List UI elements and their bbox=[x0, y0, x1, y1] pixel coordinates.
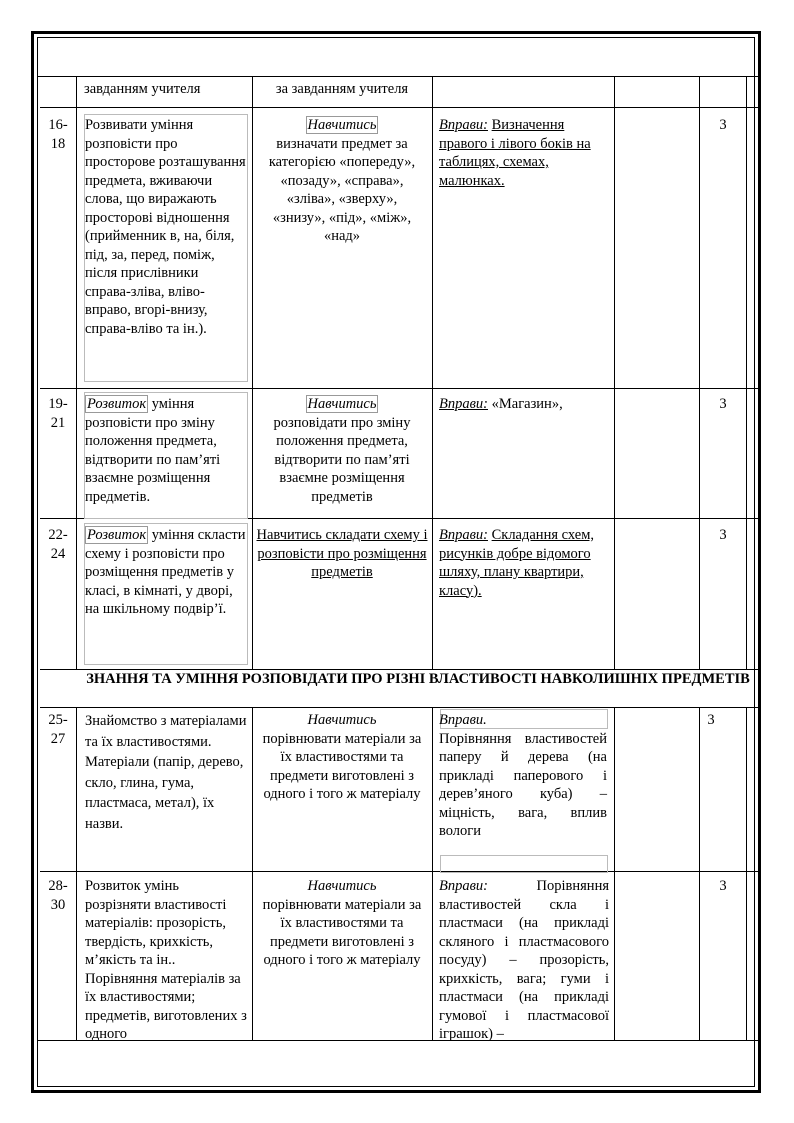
result-text: розповідати про зміну положення предмета, відтворити по пам’яті взаємне розміщення предметів bbox=[273, 414, 411, 505]
scan-artifact bbox=[440, 855, 608, 873]
exercises-label: Вправи: bbox=[439, 878, 488, 894]
exercises-label: Вправи: bbox=[439, 396, 488, 412]
result-text: визначати предмет за категорією «попереду», «позаду», «справа», «зліва», «зверху», «знизу», «під», «між», «над» bbox=[268, 135, 416, 244]
content-label: Розвиток bbox=[87, 396, 147, 412]
result-text: за завданням учителя bbox=[275, 81, 409, 97]
result-label: Навчитись bbox=[307, 712, 377, 728]
exercises-cell bbox=[439, 395, 611, 414]
exercises-cell bbox=[439, 877, 609, 1044]
table-line bbox=[252, 76, 253, 669]
lesson-number: 19- 21 bbox=[48, 396, 68, 431]
table-line bbox=[76, 707, 77, 1040]
table-line bbox=[76, 76, 77, 669]
table-line bbox=[40, 669, 758, 670]
table-line bbox=[746, 707, 747, 1040]
content-text: уміння скласти схему і розповісти про розміщення предметів у класі, в кімнаті, у дворі, на шкільному подвір’ї. bbox=[85, 527, 246, 617]
exercises-label: Вправи: bbox=[439, 117, 488, 133]
content-text: уміння розповісти про зміну положення предмета, відтворити по пам’яті взаємне розміщення предметів. bbox=[85, 396, 221, 505]
result-cell bbox=[256, 395, 428, 506]
exercises-text: Порівняння властивостей паперу й дерева (на прикладі паперового і дерев’яного куба) – міцність, вага, вплив вологи bbox=[439, 730, 607, 839]
result-cell bbox=[256, 80, 428, 99]
table-line bbox=[699, 707, 700, 1040]
content-cell bbox=[85, 526, 247, 619]
exercises-label: Вправи. bbox=[439, 712, 487, 728]
exercises-text: Визначення правого і лівого боків на таблицях, схемах, малюнках. bbox=[439, 117, 591, 189]
table-line bbox=[432, 707, 433, 1040]
result-cell bbox=[256, 526, 428, 582]
section-header: ЗНАННЯ ТА УМІННЯ РОЗПОВІДАТИ ПРО РІЗНІ ВЛАСТИВОСТІ НАВКОЛИШНІХ ПРЕДМЕТІВ bbox=[86, 671, 750, 687]
lesson-number: 16- 18 bbox=[48, 117, 68, 152]
lesson-number: 28- 30 bbox=[48, 878, 68, 913]
content-text: Розвиток умінь розрізняти властивості матеріалів: прозорість, твердість, крихкість, м’якість та ін.. Порівняння матеріалів за їх властивостями; предметів, виготовлених з одного bbox=[85, 878, 247, 1042]
content-cell bbox=[85, 711, 247, 834]
content-text: Знайомство з матеріалами та їх властивостями. Матеріали (папір, дерево, скло, глина, гума, пластмаса, метал), їх назви. bbox=[85, 713, 247, 832]
hours-cell: 3 bbox=[719, 527, 727, 543]
exercises-cell bbox=[439, 526, 611, 600]
hours-cell: 3 bbox=[719, 117, 727, 133]
exercises-text: Складання схем, рисунків добре відомого шляху, плану квартири, класу). bbox=[439, 527, 594, 599]
table-row bbox=[84, 80, 249, 99]
result-label: Навчитись bbox=[307, 117, 377, 133]
hours-cell: 3 bbox=[719, 396, 727, 412]
content-cell bbox=[85, 116, 247, 338]
hours-cell: 3 bbox=[719, 878, 727, 894]
table-line bbox=[699, 76, 700, 669]
result-text: порівнювати матеріали за їх властивостями та предмети виготовлені з одного і того ж матеріалу bbox=[262, 896, 422, 968]
table-line bbox=[252, 707, 253, 1040]
table-line bbox=[37, 76, 759, 77]
lesson-number: 25- 27 bbox=[48, 712, 68, 747]
result-label: Навчитись bbox=[307, 878, 377, 894]
table-line bbox=[40, 388, 758, 389]
exercises-text: «Магазин», bbox=[491, 396, 563, 412]
result-text: Навчитись складати схему і розповісти про розміщення предметів bbox=[256, 527, 428, 580]
table-line bbox=[40, 107, 758, 108]
content-cell bbox=[85, 395, 247, 506]
table-line bbox=[614, 76, 615, 669]
content-cell: завданням учителя bbox=[84, 81, 201, 97]
content-text: Розвивати уміння розповісти про просторове розташування предмета, вживаючи слова, що виражають просторові відношення (прийменник в, на, біля, під, за, перед, поміж, після прислівники справа-зліва, вліво-вправо, вгорі-внизу, справа-вліво та ін.). bbox=[85, 117, 246, 337]
result-cell bbox=[256, 877, 428, 970]
result-cell bbox=[256, 711, 428, 804]
table-line bbox=[40, 871, 758, 872]
content-cell bbox=[85, 877, 247, 1044]
lesson-number: 22- 24 bbox=[48, 527, 68, 562]
exercises-text: Порівняння властивостей скла і пластмаси (на прикладі скляного і пластмасового посуду) – прозорість, крихкість, вага; гуми і пластмаси (на прикладі гумової і пластмасової іграшок) – bbox=[439, 878, 609, 1042]
table-line bbox=[614, 707, 615, 1040]
exercises-cell bbox=[439, 116, 611, 190]
result-cell bbox=[256, 116, 428, 246]
table-line bbox=[746, 76, 747, 669]
exercises-label: Вправи: bbox=[439, 527, 488, 543]
table-line bbox=[758, 76, 759, 1040]
result-text: порівнювати матеріали за їх властивостями та предмети виготовлені з одного і того ж матеріалу bbox=[262, 730, 422, 802]
table-line bbox=[40, 707, 758, 708]
hours-cell: 3 bbox=[707, 712, 715, 728]
content-label: Розвиток bbox=[87, 527, 147, 543]
exercises-cell bbox=[439, 711, 607, 841]
result-label: Навчитись bbox=[307, 396, 377, 412]
table-line bbox=[432, 76, 433, 669]
